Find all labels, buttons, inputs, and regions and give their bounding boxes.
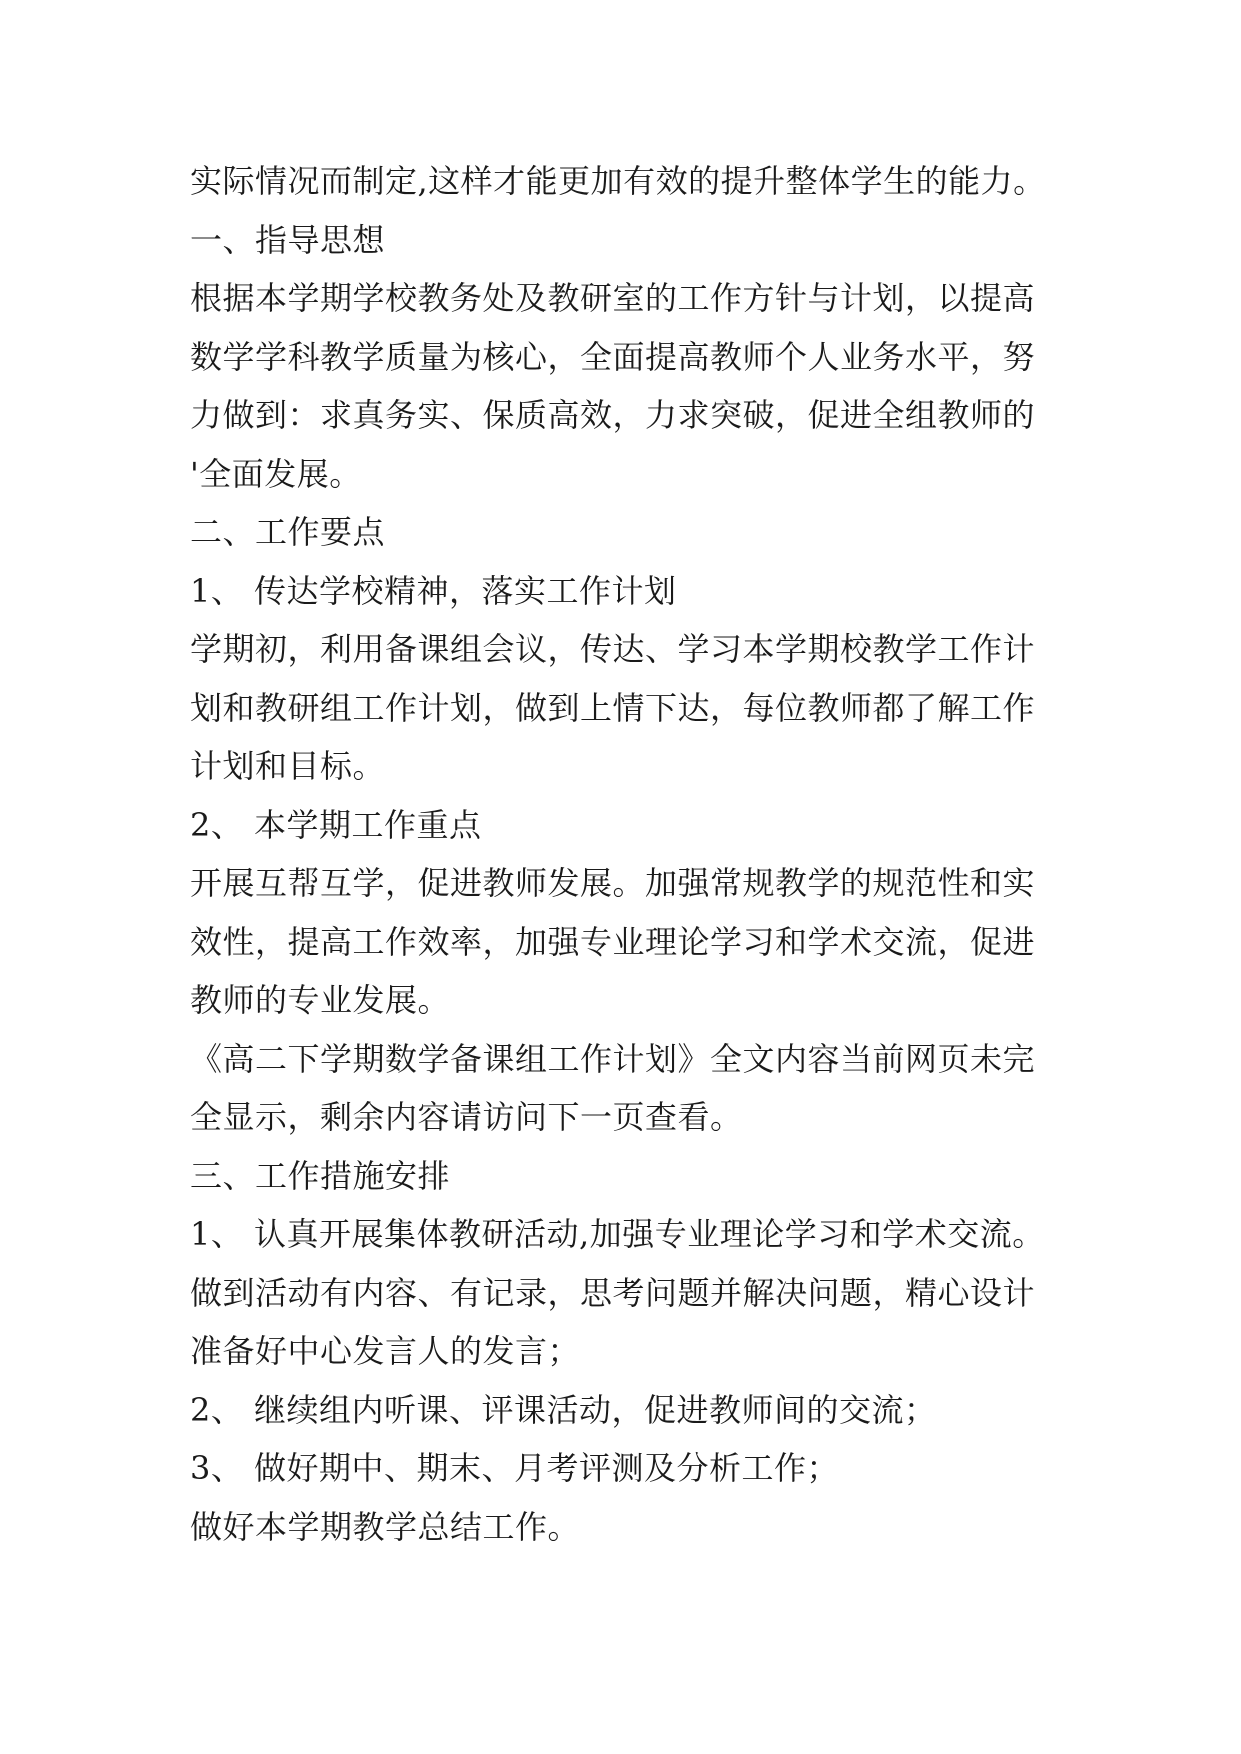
list-item-heading: 2、 本学期工作重点 (190, 805, 482, 844)
paragraph-line: 计划和目标。 (190, 747, 386, 785)
list-item-heading: 1、 传达学校精神，落实工作计划 (190, 571, 677, 610)
paragraph-line: 实际情况而制定,这样才能更加有效的提升整体学生的能力。 (190, 162, 1046, 200)
paragraph-line: 做到活动有内容、有记录，思考问题并解决问题，精心设计 (190, 1273, 1036, 1312)
paragraph-line: 力做到：求真务实、保质高效，力求突破，促进全组教师的 (190, 396, 1036, 434)
paragraph-line: 教师的专业发展。 (190, 981, 451, 1019)
section-heading-guiding-thought: 一、指导思想 (190, 220, 386, 259)
paragraph-line: 根据本学期学校教务处及教研室的工作方针与计划，以提高 (190, 279, 1036, 317)
paragraph-line: 效性，提高工作效率，加强专业理论学习和学术交流，促进 (190, 922, 1036, 961)
paragraph-line: 划和教研组工作计划，做到上情下达，每位教师都了解工作 (190, 688, 1036, 727)
list-item: 1、 认真开展集体教研活动,加强专业理论学习和学术交流。 (190, 1215, 1045, 1253)
list-item: 3、 做好期中、期末、月考评测及分析工作； (190, 1449, 840, 1487)
paragraph-line: 开展互帮互学，促进教师发展。加强常规教学的规范性和实 (190, 864, 1036, 902)
paragraph-line: '全面发展。 (190, 454, 362, 493)
paragraph-line: 学期初，利用备课组会议，传达、学习本学期校教学工作计 (190, 630, 1036, 668)
list-item: 2、 继续组内听课、评课活动，促进教师间的交流； (190, 1390, 937, 1429)
paragraph-line: 数学学科教学质量为核心，全面提高教师个人业务水平，努 (190, 337, 1036, 376)
section-heading-measures: 三、工作措施安排 (190, 1156, 451, 1195)
truncation-notice: 全显示，剩余内容请访问下一页查看。 (190, 1098, 743, 1136)
paragraph-line: 做好本学期教学总结工作。 (190, 1507, 581, 1546)
document-body (190, 152, 1150, 1556)
truncation-notice: 《高二下学期数学备课组工作计划》全文内容当前网页未完 (190, 1039, 1036, 1078)
section-heading-work-points: 二、工作要点 (190, 513, 386, 551)
paragraph-line: 准备好中心发言人的发言； (190, 1332, 581, 1370)
